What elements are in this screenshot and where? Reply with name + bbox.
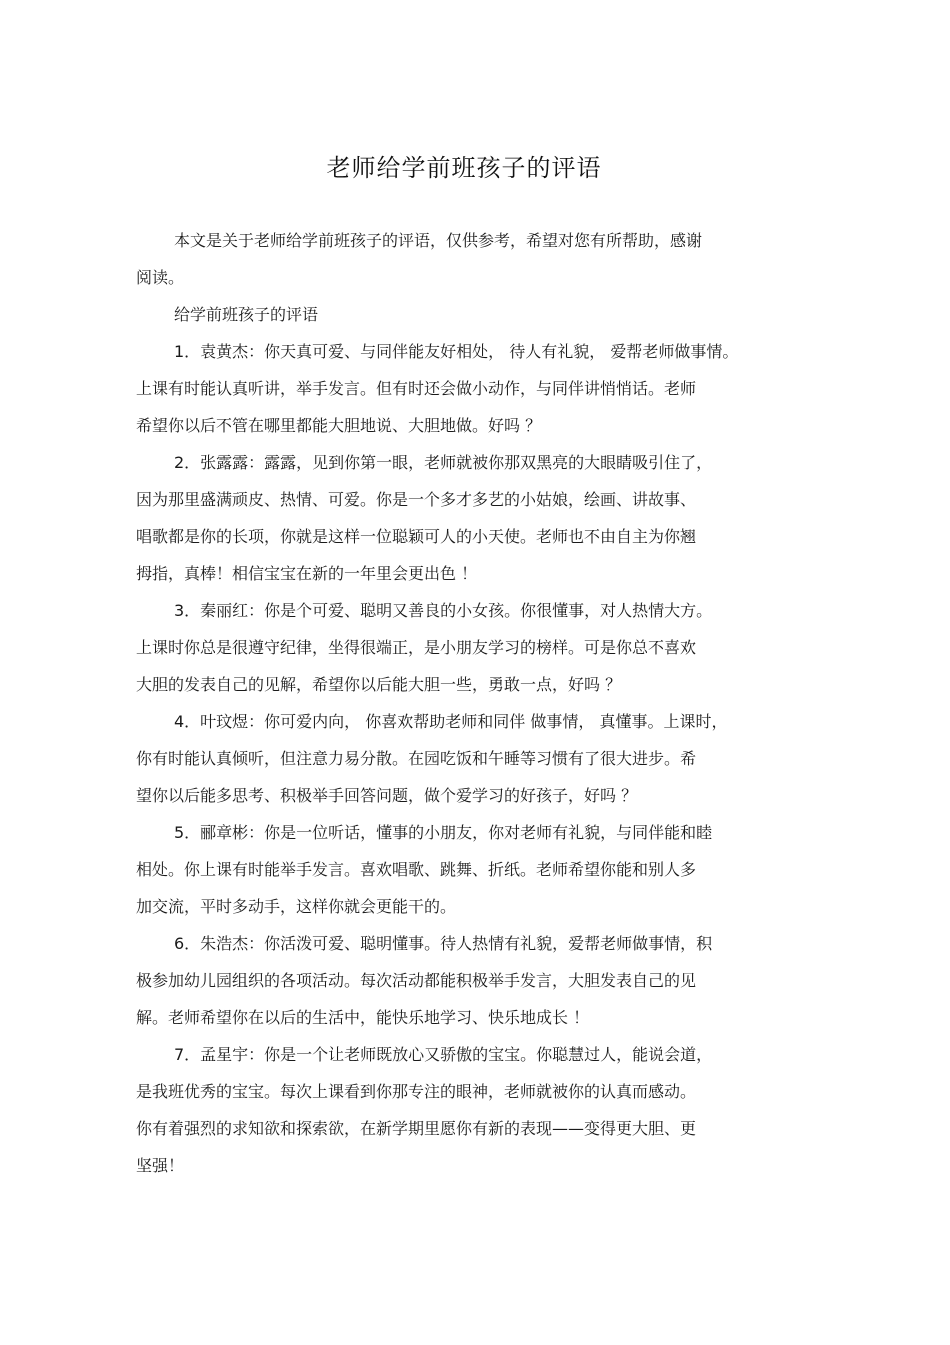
entry-line: 望你以后能多思考、积极举手回答问题，做个爱学习的好孩子，好吗 ？	[136, 786, 638, 805]
entry-line: 6．朱浩杰：你活泼可爱、聪明懂事。待人热情有礼貌，爱帮老师做事情，积	[174, 934, 713, 953]
intro-line: 本文是关于老师给学前班孩子的评语，仅供参考，希望对您有所帮助，感谢	[174, 231, 703, 250]
entry-line: 上课时你总是很遵守纪律，坐得很端正，是小朋友学习的榜样。可是你总不喜欢	[136, 638, 697, 657]
document-body	[136, 222, 816, 1184]
entry-line: 因为那里盛满顽皮、热情、可爱。你是一个多才多艺的小姑娘，绘画、讲故事、	[136, 490, 697, 509]
entry-line: 1．袁黄杰：你天真可爱、与同伴能友好相处， 待人有礼貌， 爱帮老师做事情。	[174, 342, 739, 361]
entry-line: 你有着强烈的求知欲和探索欲，在新学期里愿你有新的表现——变得更大胆、更	[136, 1119, 697, 1138]
document-title: 老师给学前班孩子的评语	[326, 154, 602, 182]
entry-line: 2．张露露：露露，见到你第一眼，老师就被你那双黑亮的大眼睛吸引住了，	[174, 453, 713, 472]
entry-line: 希望你以后不管在哪里都能大胆地说、大胆地做。好吗 ？	[136, 416, 542, 435]
section-heading: 给学前班孩子的评语	[174, 305, 319, 324]
intro-line: 阅读。	[136, 268, 185, 287]
entry-line: 是我班优秀的宝宝。每次上课看到你那专注的眼神，老师就被你的认真而感动。	[136, 1082, 697, 1101]
entry-line: 你有时能认真倾听，但注意力易分散。在园吃饭和午睡等习惯有了很大进步。希	[136, 749, 697, 768]
entry-line: 坚强！	[136, 1156, 185, 1175]
entry-line: 7．孟星宇：你是一个让老师既放心又骄傲的宝宝。你聪慧过人，能说会道，	[174, 1045, 713, 1064]
entry-line: 上课有时能认真听讲，举手发言。但有时还会做小动作，与同伴讲悄悄话。老师	[136, 379, 697, 398]
entry-line: 3．秦丽红：你是个可爱、聪明又善良的小女孩。你很懂事，对人热情大方。	[174, 601, 713, 620]
entry-line: 解。老师希望你在以后的生活中，能快乐地学习、快乐地成长 ！	[136, 1008, 590, 1027]
entry-line: 相处。你上课有时能举手发言。喜欢唱歌、跳舞、折纸。老师希望你能和别人多	[136, 860, 697, 879]
entry-line: 4．叶玟煜：你可爱内向， 你喜欢帮助老师和同伴 做事情， 真懂事。上课时，	[174, 712, 728, 731]
entry-line: 5．郦章彬：你是一位听话，懂事的小朋友，你对老师有礼貌，与同伴能和睦	[174, 823, 713, 842]
entry-line: 极参加幼儿园组织的各项活动。每次活动都能积极举手发言，大胆发表自己的见	[136, 971, 697, 990]
entry-line: 大胆的发表自己的见解，希望你以后能大胆一些，勇敢一点，好吗 ？	[136, 675, 622, 694]
entry-line: 拇指，真棒！相信宝宝在新的一年里会更出色 ！	[136, 564, 478, 583]
entry-line: 唱歌都是你的长项，你就是这样一位聪颖可人的小天使。老师也不由自主为你翘	[136, 527, 697, 546]
entry-line: 加交流，平时多动手，这样你就会更能干的。	[136, 897, 457, 916]
